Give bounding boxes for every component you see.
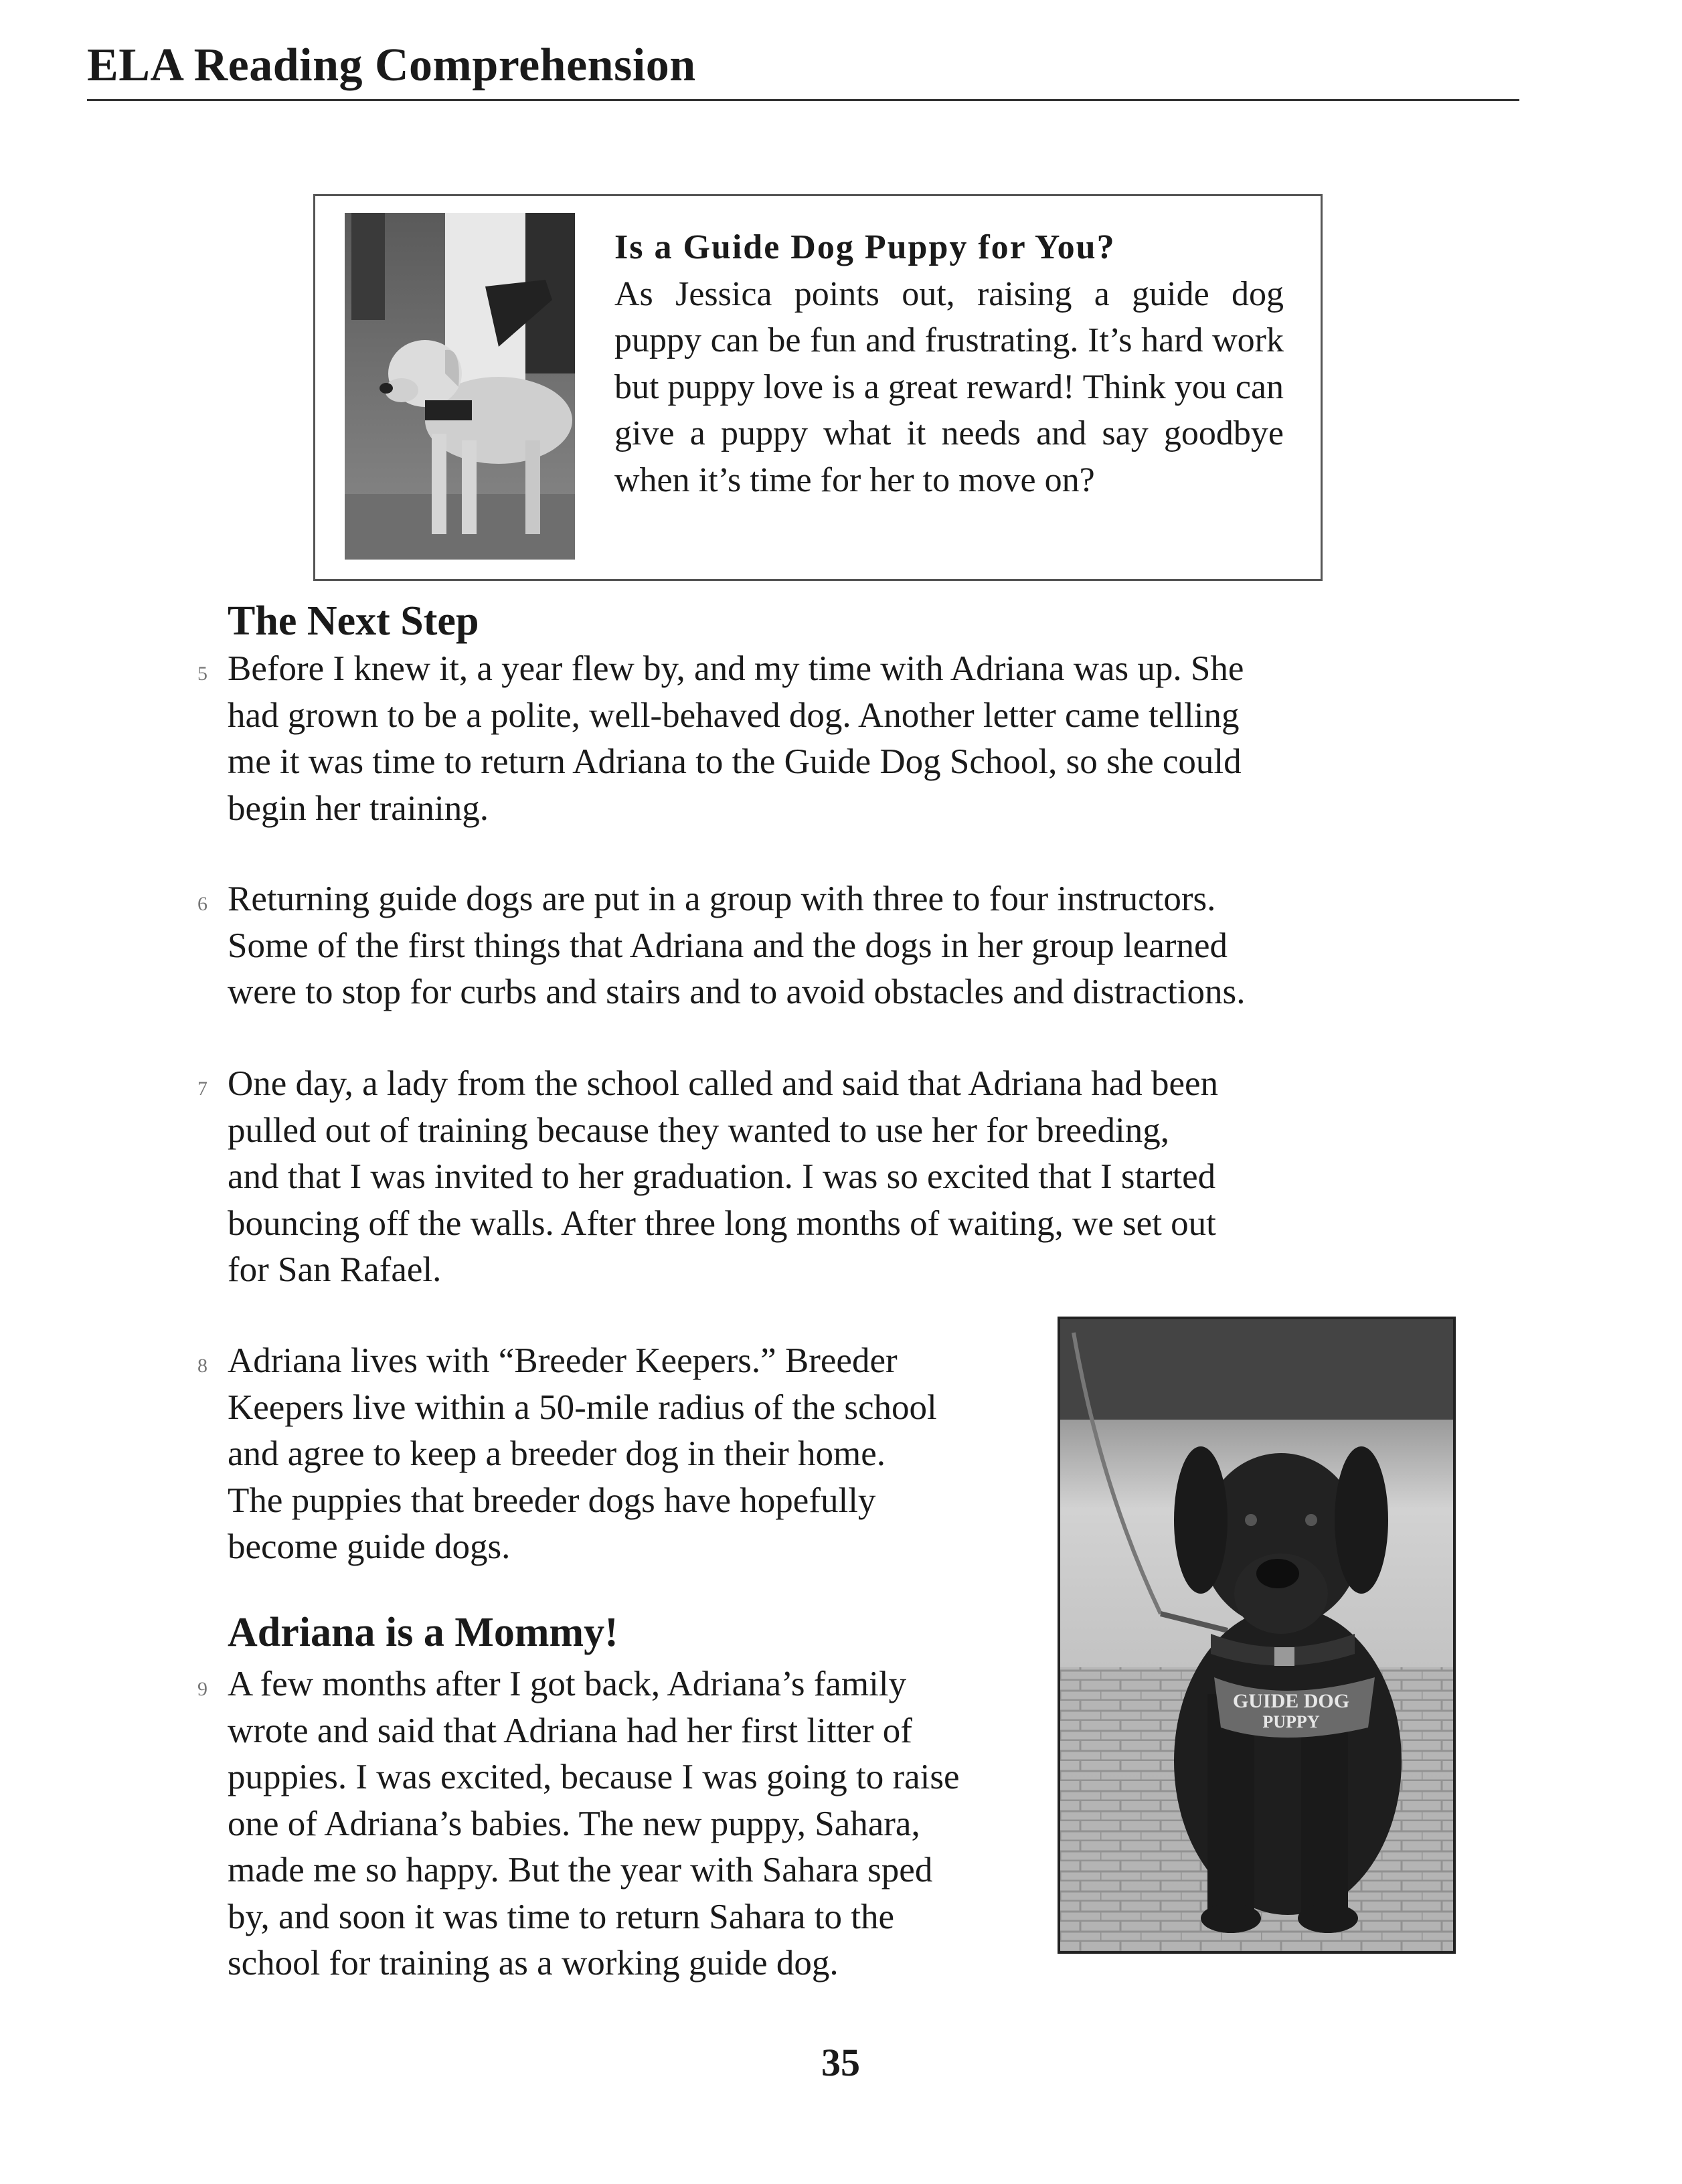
paragraph-number: 6 [197, 893, 207, 915]
vest-text-line1: GUIDE DOG [1232, 1690, 1350, 1712]
paragraph-number: 9 [197, 1678, 207, 1700]
sidebar-text [614, 224, 1284, 503]
sidebar-body: As Jessica points out, raising a guide dog puppy can be fun and frustrating. It’s hard work but puppy love is a great reward! Think you can give a puppy what it needs and say goodbye when it’s time for her to move on? [614, 274, 1284, 499]
black-lab-guide-dog-puppy-photo [1058, 1317, 1456, 1954]
paragraph-8: Adriana lives with “Breeder Keepers.” Breeder Keepers live within a 50-mile radius of the school and agree to keep a breeder dog in their home. The puppies that breeder dogs have hopefully become guide dogs. [228, 1341, 937, 1566]
sidebar-title: Is a Guide Dog Puppy for You? [614, 228, 1116, 266]
paragraph-7: One day, a lady from the school called and said that Adriana had been pulled out of training because they wanted to use her for breeding, and that I was invited to her graduation. I was so excited that I started bouncing off the walls. After three long months of waiting, we set out for San Rafael. [228, 1064, 1219, 1289]
paragraph-5: Before I knew it, a year flew by, and my time with Adriana was up. She had grown to be a polite, well-behaved dog. Another letter came telling me it was time to return Adriana to the Guide Dog School, so she could begin her training. [228, 649, 1244, 828]
vest-text-line2: PUPPY [1262, 1712, 1320, 1732]
paragraph-6: Returning guide dogs are put in a group with three to four instructors. Some of the first things that Adriana and the dogs in her group learned were to stop for curbs and stairs and to avoid obstacles and distractions. [228, 879, 1246, 1011]
page-number: 35 [821, 2041, 860, 2084]
page-header-title: ELA Reading Comprehension [87, 39, 696, 91]
yellow-lab-guide-dog-photo [345, 213, 575, 560]
heading-the-next-step: The Next Step [228, 598, 479, 644]
paragraph-9: A few months after I got back, Adriana’s family wrote and said that Adriana had her first litter of puppies. I was excited, because I was going to raise one of Adriana’s babies. The new puppy, Sahara, made me so happy. But the year with Sahara sped by, and soon it was time to return Sahara to the school for training as a working guide dog. [228, 1665, 960, 1983]
paragraph-number: 5 [197, 663, 207, 685]
heading-adriana-is-a-mommy: Adriana is a Mommy! [228, 1610, 618, 1655]
paragraph-number: 8 [197, 1355, 207, 1377]
paragraph-number: 7 [197, 1078, 207, 1100]
header-divider [87, 99, 1519, 101]
